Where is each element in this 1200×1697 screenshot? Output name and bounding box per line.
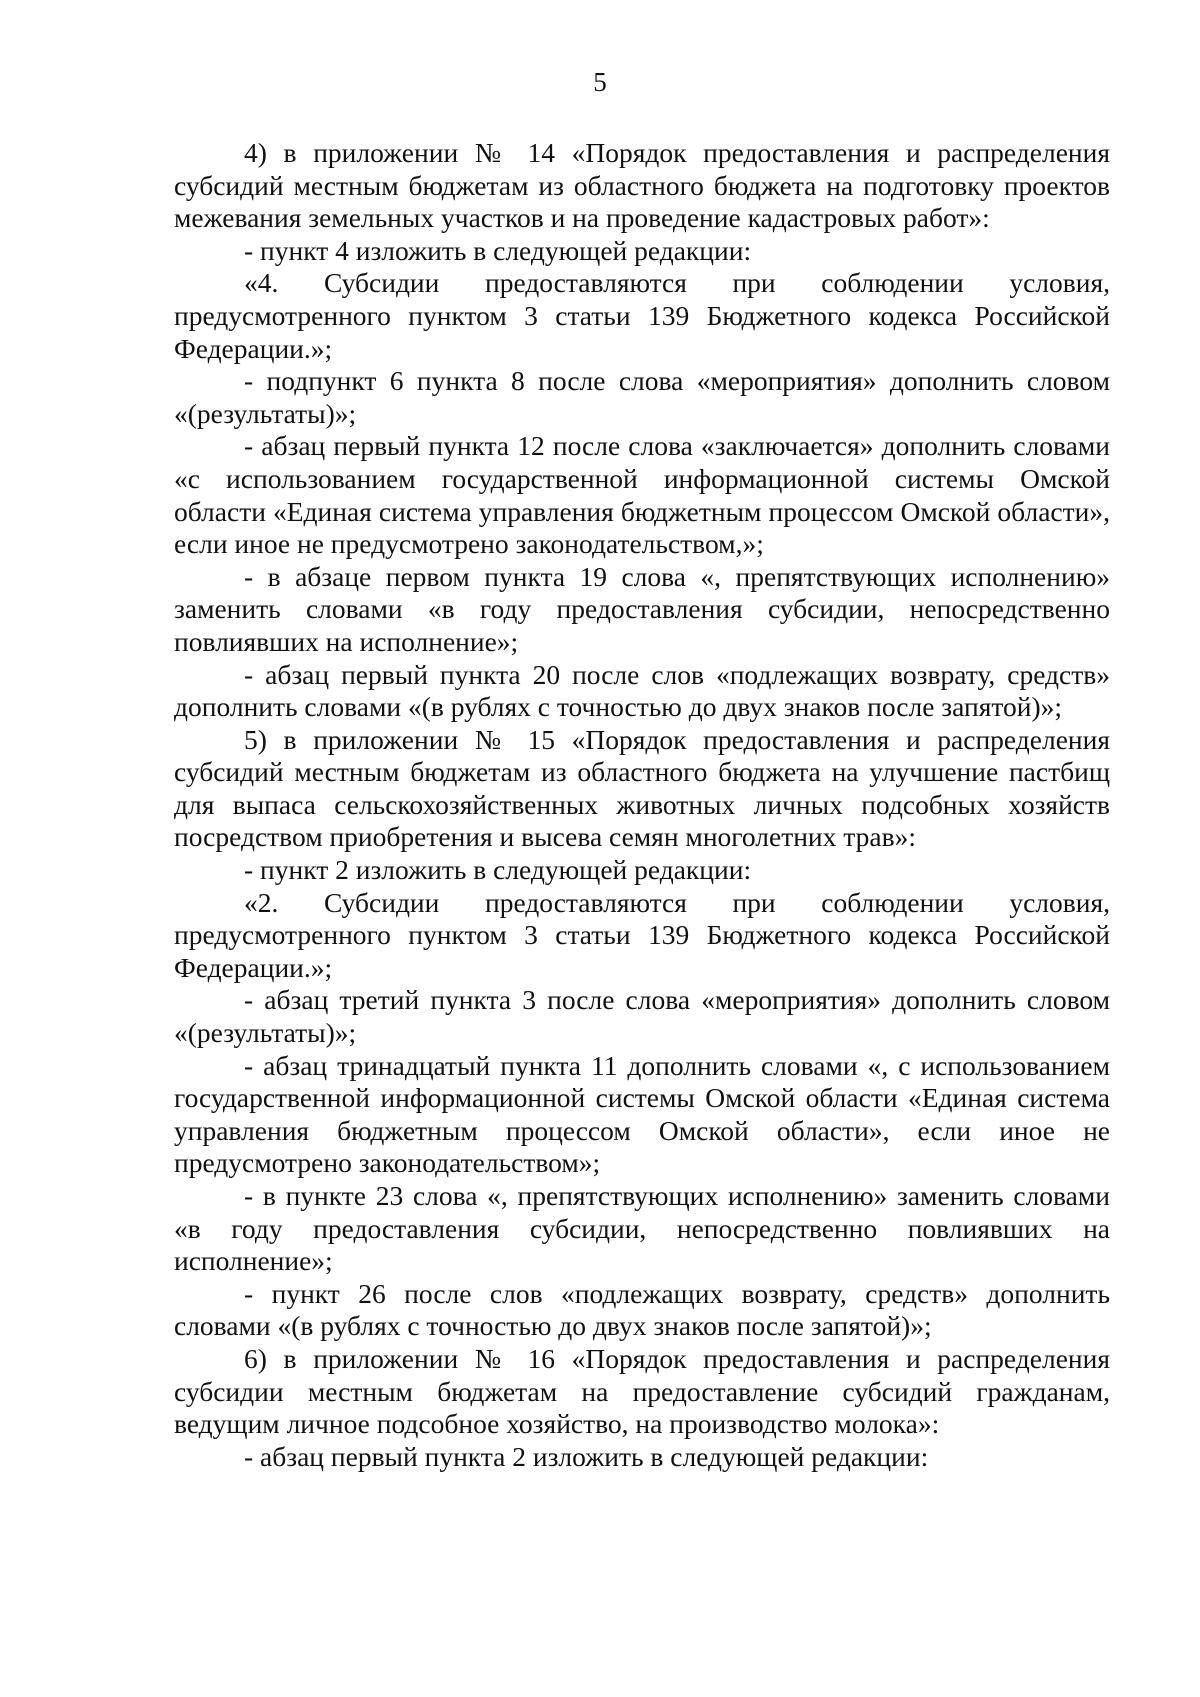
document-body (174, 137, 1110, 1473)
paragraph: - абзац тринадцатый пункта 11 дополнить словами «, с использованием государственной информационной системы Омской области «Единая система управления бюджетным процессом Омской области», если иное не предусмотрено законодательством»; (174, 1049, 1110, 1179)
paragraph: - абзац первый пункта 2 изложить в следующей редакции: (244, 1440, 929, 1472)
paragraph: - абзац третий пункта 3 после слова «мероприятия» дополнить словом «(результаты)»; (174, 984, 1110, 1049)
paragraph: - пункт 2 изложить в следующей редакции: (244, 854, 752, 886)
paragraph: 5) в приложении № 15 «Порядок предоставления и распределения субсидий местным бюджетам из областного бюджета на улучшение пастбищ для выпаса сельскохозяйственных животных личных подсобных хозяйств посредством приобретения и высева семян многолетних трав»: (174, 723, 1110, 853)
page-number: 5 (593, 67, 607, 97)
paragraph: - в абзаце первом пункта 19 слова «, препятствующих исполнению» заменить словами «в году предоставления субсидии, непосредственно повлиявших на исполнение»; (174, 560, 1110, 657)
paragraph: «2. Субсидии предоставляются при соблюдении условия, предусмотренного пунктом 3 статьи 139 Бюджетного кодекса Российской Федерации.»; (174, 886, 1110, 983)
paragraph: 6) в приложении № 16 «Порядок предоставления и распределения субсидии местным бюджетам на предоставление субсидий гражданам, ведущим личное подсобное хозяйство, на производство молока»: (174, 1342, 1110, 1440)
paragraph: 4) в приложении № 14 «Порядок предоставления и распределения субсидий местным бюджетам из областного бюджета на подготовку проектов межевания земельных участков и на проведение кадастровых работ»: (174, 137, 1110, 234)
paragraph: - абзац первый пункта 20 после слов «подлежащих возврату, средств» дополнить словами «(в рублях с точностью до двух знаков после запятой)»; (174, 658, 1110, 723)
paragraph: - абзац первый пункта 12 после слова «заключается» дополнить словами «с использованием государственной информационной системы Омской области «Единая система управления бюджетным процессом Омской области», если иное не предусмотрено законодательством,»; (174, 430, 1110, 560)
paragraph: - в пункте 23 слова «, препятствующих исполнению» заменить словами «в году предоставления субсидии, непосредственно повлиявших на исполнение»; (174, 1180, 1110, 1277)
paragraph: - пункт 26 после слов «подлежащих возврату, средств» дополнить словами «(в рублях с точностью до двух знаков после запятой)»; (174, 1277, 1110, 1342)
paragraph: «4. Субсидии предоставляются при соблюдении условия, предусмотренного пунктом 3 статьи 139 Бюджетного кодекса Российской Федерации.»; (174, 267, 1110, 364)
paragraph: - пункт 4 изложить в следующей редакции: (244, 234, 752, 266)
paragraph: - подпункт 6 пункта 8 после слова «мероприятия» дополнить словом «(результаты)»; (174, 365, 1110, 429)
